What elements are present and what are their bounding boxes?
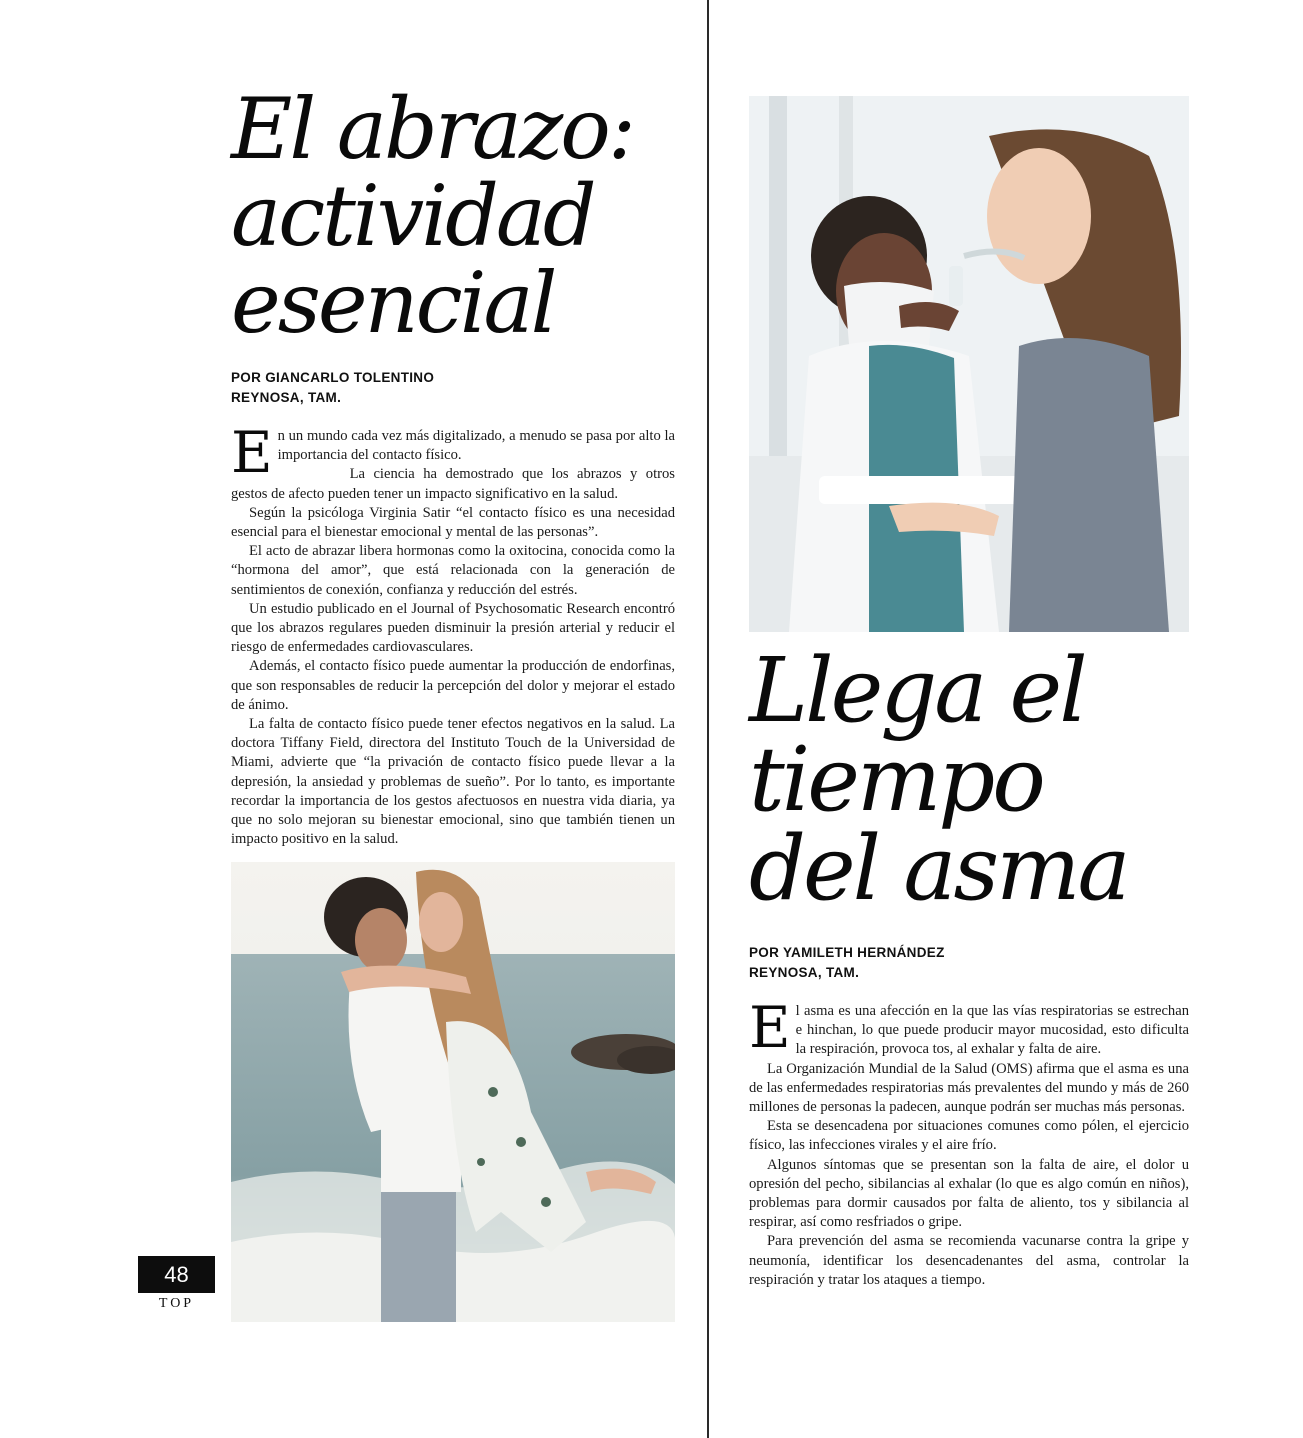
article1-title bbox=[231, 80, 634, 352]
article2-title-line: Llega el bbox=[749, 638, 1085, 742]
article2-title bbox=[749, 638, 1128, 920]
article2-byline bbox=[749, 943, 945, 983]
article1-paragraph: Además, el contacto físico puede aumentar la producción de endorfinas, que son responsables de reducir la percepción del dolor y mejorar el estado de ánimo. bbox=[231, 658, 675, 713]
article2-title-line: del asma bbox=[749, 816, 1128, 920]
article1-first-text: n un mundo cada vez más digitalizado, a menudo se pasa por alto la importancia del contacto físico. bbox=[277, 428, 675, 464]
article1-author: POR GIANCARLO TOLENTINO bbox=[231, 370, 435, 385]
article2-paragraph: La Organización Mundial de la Salud (OMS) afirma que el asma es una de las enfermedades respiratorias más prevalentes del mundo y más de 260 millones de personas la padecen, aunque podrán ser muchas más personas. bbox=[749, 1060, 1189, 1116]
article2-location: REYNOSA, TAM. bbox=[749, 965, 860, 980]
article1-location: REYNOSA, TAM. bbox=[231, 390, 342, 405]
article1-paragraph: La ciencia ha demostrado que los abrazos y otros gestos de afecto pueden tener un impacto significativo en la salud. bbox=[231, 466, 675, 502]
article1-paragraph: Un estudio publicado en el Journal of Psychosomatic Research encontró que los abrazos regulares pueden disminuir la presión arterial y reducir el riesgo de enfermedades cardiovasculares. bbox=[231, 600, 675, 656]
article1-paragraph: Según la psicóloga Virginia Satir “el contacto físico es una necesidad esencial para el bienestar emocional y mental de las personas”. bbox=[231, 504, 675, 541]
page-number-badge: 48 bbox=[138, 1256, 215, 1293]
page-divider bbox=[707, 0, 709, 1438]
article1-dropcap: E bbox=[231, 420, 273, 486]
article1-title-line: actividad bbox=[231, 167, 594, 265]
article2-paragraph: Para prevención del asma se recomienda vacunarse contra la gripe y neumonía, identificar los desencadenantes del asma, controlar la respiración y tratar los ataques a tiempo. bbox=[749, 1233, 1189, 1288]
magazine-brand: TOP bbox=[158, 1296, 195, 1311]
article1-title-line: esencial bbox=[231, 254, 555, 352]
article1-paragraph: El acto de abrazar libera hormonas como la oxitocina, conocida como la “hormona del amor”, que está relacionada con la generación de sentimientos de conexión, confianza y reducción del estrés. bbox=[231, 543, 675, 598]
article2-paragraph: Esta se desencadena por situaciones comunes como pólen, el ejercicio físico, las infecciones virales y el aire frío. bbox=[749, 1118, 1189, 1154]
article2-first-text: l asma es una afección en la que las vías respiratorias se estrechan e hinchan, lo que puede producir mayor mucosidad, esto dificulta la respiración, provoca tos, al exhalar y falta de aire. bbox=[795, 1003, 1189, 1058]
article2-author: POR YAMILETH HERNÁNDEZ bbox=[749, 945, 945, 960]
article1-byline bbox=[231, 368, 434, 408]
article2-dropcap: E bbox=[749, 995, 791, 1061]
article2-body bbox=[749, 995, 1189, 1290]
article1-title-line: El abrazo: bbox=[231, 80, 634, 178]
article2-paragraph: Algunos síntomas que se presentan son la falta de aire, el dolor u opresión del pecho, sibilancias al exhalar (lo que es algo común en niños), problemas para dormir causados por falta de aliento, tos y sibilancia al respirar, así como resfriados o gripe. bbox=[749, 1156, 1189, 1231]
article1-paragraph: La falta de contacto físico puede tener efectos negativos en la salud. La doctora Tiffany Field, directora del Instituto Touch de la Universidad de Miami, advierte que “la privación de contacto físico puede llevar a la depresión, la ansiedad y problemas de sueño”. Por lo tanto, es importante recordar la importancia de los gestos afectuosos en nuestra vida diaria, ya que no solo mejoran su bienestar emocional, sino que también tienen un impacto positivo en la salud. bbox=[231, 716, 675, 848]
doctor-child-photo bbox=[749, 96, 1189, 632]
article2-paragraph bbox=[749, 995, 1189, 1061]
article1-body bbox=[231, 420, 675, 849]
article2-title-line: tiempo bbox=[749, 727, 1043, 831]
couple-hug-photo bbox=[231, 862, 675, 1322]
